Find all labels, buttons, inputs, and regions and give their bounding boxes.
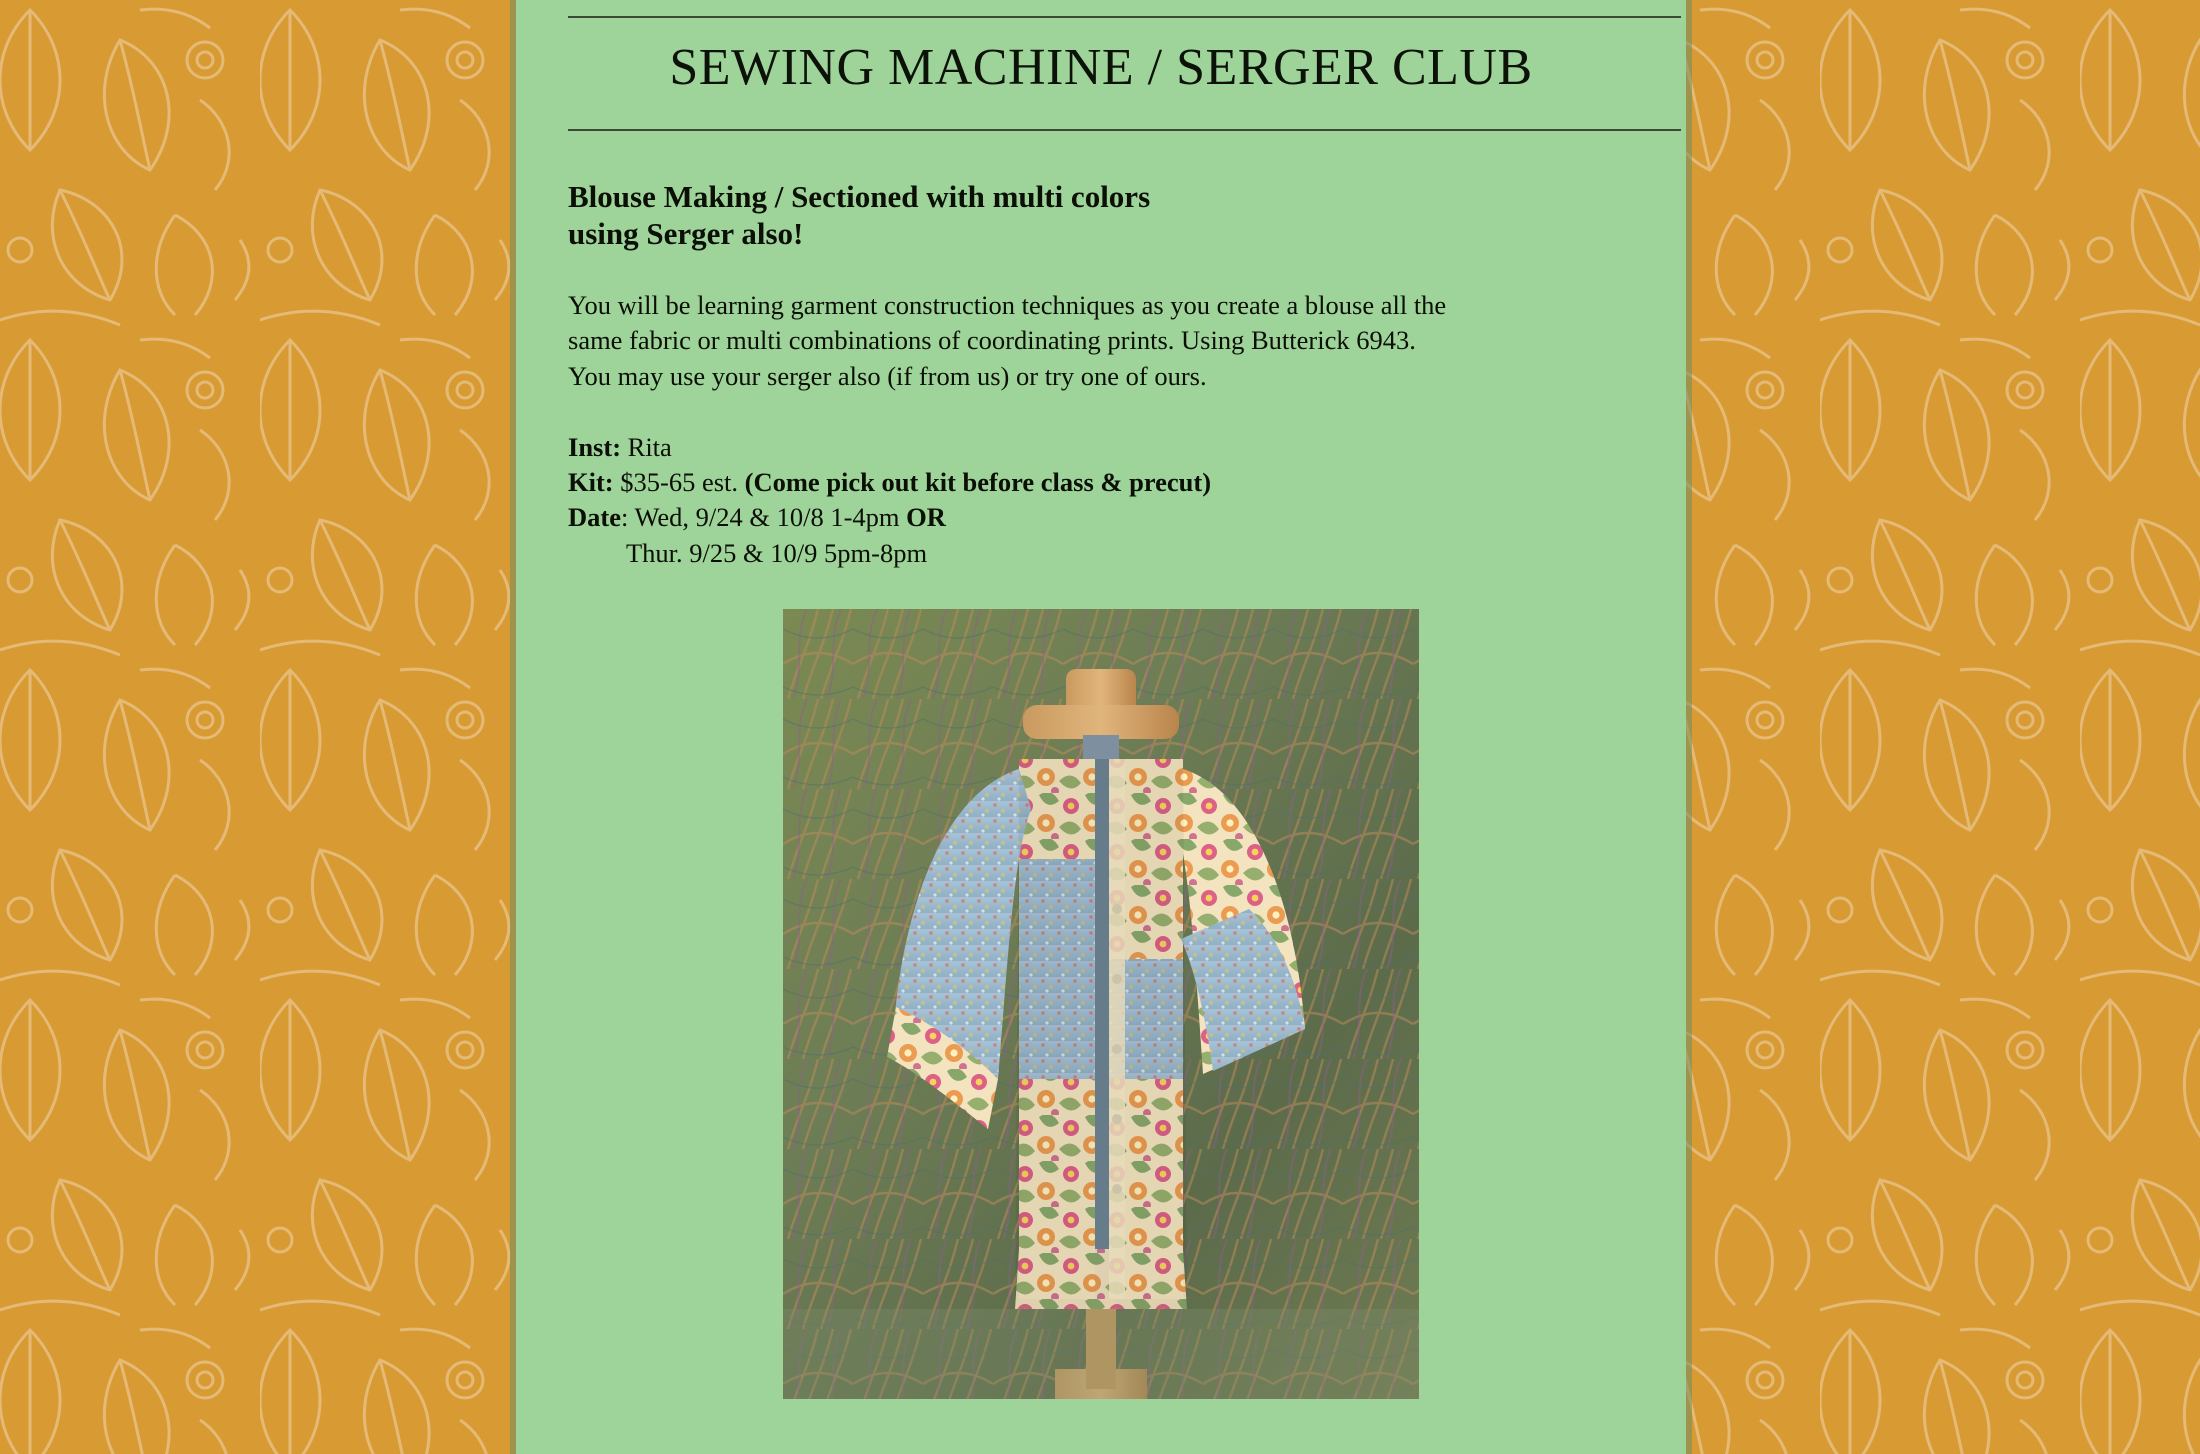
class-details	[568, 430, 1634, 571]
kit-label: Kit:	[568, 467, 614, 498]
description-line-1: You will be learning garment construction techniques as you create a blouse all the	[568, 290, 1447, 321]
date-or: OR	[906, 502, 946, 533]
description-line-3: You may use your serger also (if from us) or try one of ours.	[568, 360, 1207, 391]
class-description	[568, 288, 1634, 394]
detail-kit	[568, 465, 1634, 500]
headline-line-1: Blouse Making / Sectioned with multi colors	[568, 179, 1151, 214]
description-line-2: same fabric or multi combinations of coordinating prints. Using Butterick 6943.	[568, 325, 1416, 356]
date-value: : Wed, 9/24 & 10/8 1-4pm	[620, 502, 900, 533]
flyer-card	[516, 0, 1686, 1454]
page-title: SEWING MACHINE / SERGER CLUB	[669, 39, 1533, 96]
headline-line-2: using Serger also!	[568, 215, 804, 251]
class-headline	[568, 179, 1634, 252]
detail-instructor	[568, 430, 1634, 465]
instructor-value: Rita	[627, 431, 672, 462]
blouse-photo	[783, 609, 1419, 1399]
date-alt-value: Thur. 9/25 & 10/9 5pm-8pm	[626, 537, 928, 568]
blouse-photo-image	[783, 609, 1419, 1399]
date-label: Date	[568, 502, 621, 533]
kit-note: (Come pick out kit before class & precut)	[744, 467, 1212, 498]
instructor-label: Inst:	[568, 431, 622, 462]
card-right-edge	[1686, 0, 1692, 1454]
title-bottom-rule	[568, 129, 1681, 131]
detail-date-alt	[568, 536, 1634, 571]
detail-date	[568, 500, 1634, 535]
kit-value: $35-65 est.	[620, 467, 739, 498]
